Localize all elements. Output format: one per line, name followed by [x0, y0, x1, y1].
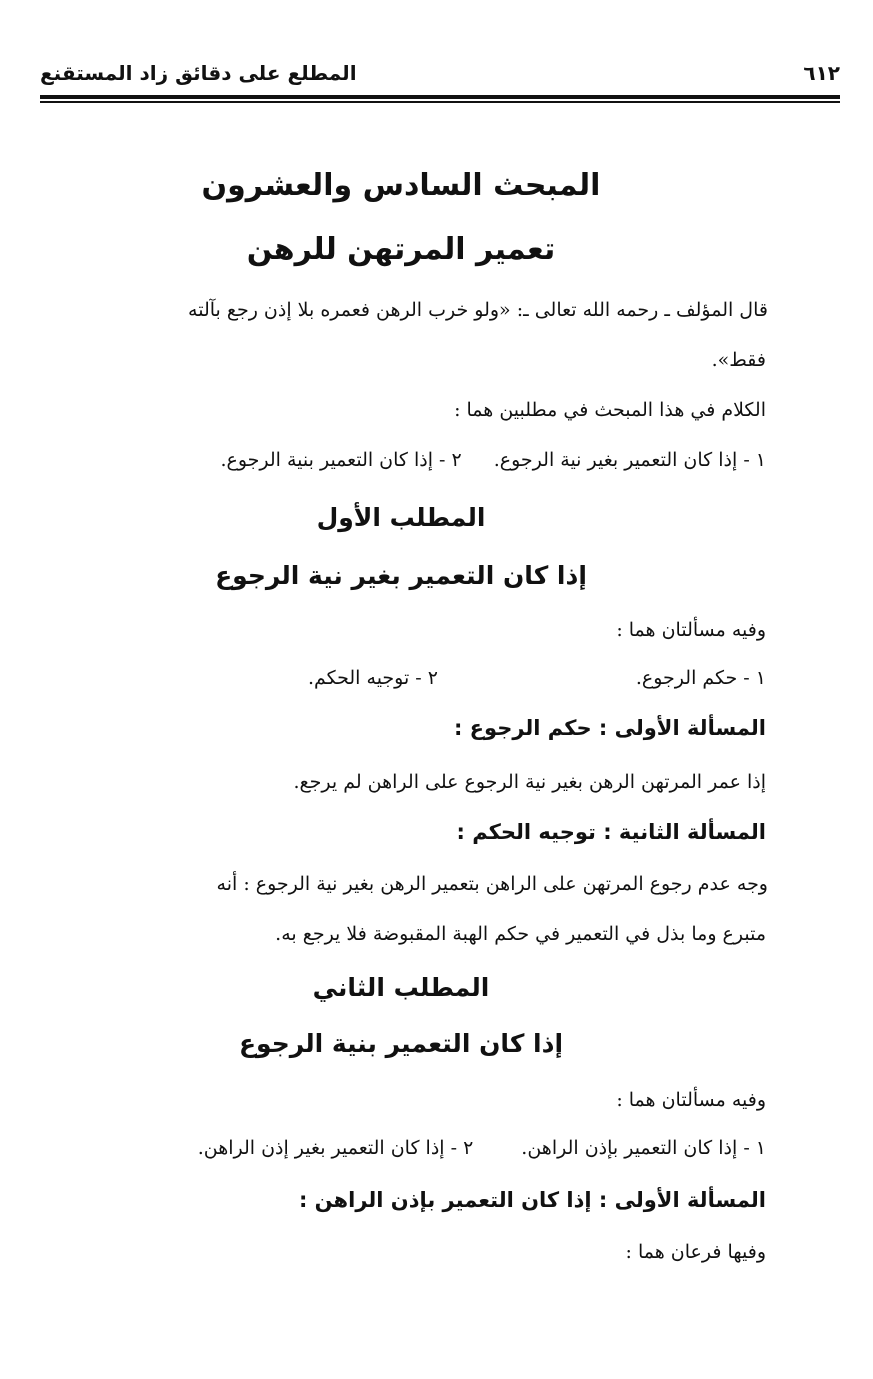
part2-items [36, 1126, 766, 1170]
part1-issue1-text: إذا عمر المرتهن الرهن بغير نية الرجوع على الراهن لم يرجع. [293, 771, 766, 793]
part2-issue1-intro: وفيها فرعان هما : [625, 1241, 766, 1263]
part1-items [36, 656, 766, 700]
part1-title: المطلب الأول [316, 503, 486, 532]
part1-item-2: ٢ - توجيه الحكم. [307, 667, 438, 689]
header-divider [40, 95, 840, 103]
part1-issue2-line-1: وجه عدم رجوع المرتهن على الراهن بتعمير الرهن بغير نية الرجوع : أنه [216, 873, 768, 895]
page-number: ٦١٢ [803, 61, 840, 85]
book-title: المطلع على دقائق زاد المستقنع [40, 61, 357, 85]
part1-issue2-line-2: متبرع وما بذل في التعمير في حكم الهبة المقبوضة فلا يرجع به. [275, 923, 766, 945]
part1-subtitle: إذا كان التعمير بغير نية الرجوع [215, 561, 587, 590]
author-quote-line-1: قال المؤلف ـ رحمه الله تعالى ـ: «ولو خرب الرهن فعمره بلا إذن رجع بآلته [188, 299, 768, 321]
part1-item-1: ١ - حكم الرجوع. [635, 667, 766, 689]
part1-issue1-heading: المسألة الأولى : حكم الرجوع : [453, 716, 766, 740]
part2-subtitle: إذا كان التعمير بنية الرجوع [238, 1029, 564, 1058]
overview-items [36, 438, 766, 482]
overview-item-2: ٢ - إذا كان التعمير بنية الرجوع. [220, 449, 462, 471]
part1-issue2-heading: المسألة الثانية : توجيه الحكم : [456, 820, 766, 844]
part2-item-1: ١ - إذا كان التعمير بإذن الراهن. [521, 1137, 766, 1159]
overview-item-1: ١ - إذا كان التعمير بغير نية الرجوع. [493, 449, 766, 471]
overview-text: الكلام في هذا المبحث في مطلبين هما : [454, 399, 766, 421]
part2-item-2: ٢ - إذا كان التعمير بغير إذن الراهن. [197, 1137, 474, 1159]
part1-intro: وفيه مسألتان هما : [616, 619, 766, 641]
part2-title: المطلب الثاني [312, 973, 490, 1002]
part2-issue1-heading: المسألة الأولى : إذا كان التعمير بإذن الراهن : [298, 1188, 766, 1212]
section-title: المبحث السادس والعشرون [201, 168, 601, 203]
part2-intro: وفيه مسألتان هما : [616, 1089, 766, 1111]
author-quote-line-2: فقط». [711, 349, 766, 371]
section-subtitle: تعمير المرتهن للرهن [246, 232, 556, 267]
